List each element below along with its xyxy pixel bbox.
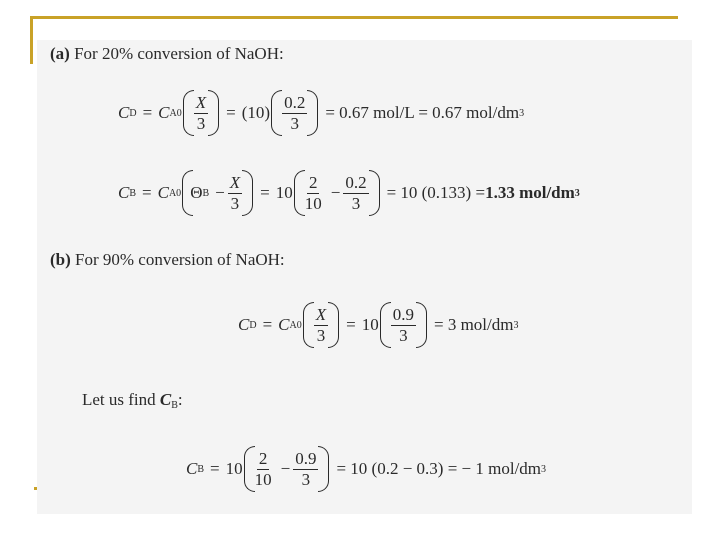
eq-sup: 3 xyxy=(541,463,547,475)
eq-sub: B xyxy=(129,187,137,199)
eq-equals: = xyxy=(142,103,153,122)
frac-num: X xyxy=(315,304,327,324)
eq-equals: = xyxy=(260,183,270,202)
eq-equals: = xyxy=(262,315,273,334)
paren-left xyxy=(243,446,252,492)
frac-den: 3 xyxy=(301,469,311,489)
eq-sup: 3 xyxy=(574,187,580,199)
frac-den: 10 xyxy=(254,469,272,489)
paren-left xyxy=(379,302,388,348)
eq-coefficient: (10) xyxy=(241,103,271,122)
eq-minus: − xyxy=(330,183,341,202)
part-b-heading-text: For 90% conversion of NaOH: xyxy=(75,250,285,269)
eq-var: C xyxy=(159,390,172,409)
eq-var: C xyxy=(118,103,130,122)
fraction xyxy=(343,174,368,213)
part-b-heading xyxy=(50,250,285,270)
eq-var: C xyxy=(186,459,198,478)
frac-den: 3 xyxy=(290,113,299,133)
eq-sub: D xyxy=(129,107,137,119)
let-us-find-line xyxy=(82,390,183,411)
eq-sub: D xyxy=(249,319,257,331)
paren-left xyxy=(182,90,191,136)
paren-right xyxy=(331,302,340,348)
frac-num: X xyxy=(195,92,207,112)
fraction xyxy=(282,94,307,133)
eq-coefficient: 10 xyxy=(225,459,243,478)
eq-coefficient: 10 xyxy=(361,315,379,334)
frac-den: 3 xyxy=(399,325,408,345)
frac-den: 3 xyxy=(316,325,326,345)
eq-result: = 10 (0.2 − 0.3) = − 1 mol/dm xyxy=(336,459,542,478)
eq-sub: A0 xyxy=(169,107,182,119)
paren-right xyxy=(372,170,381,216)
part-a-heading xyxy=(50,44,284,64)
eq-equals: = xyxy=(226,103,236,122)
frac-num: 2 xyxy=(258,448,268,468)
find-text: Let us find xyxy=(82,390,160,409)
slide-frame-left-border xyxy=(30,16,33,64)
fraction xyxy=(391,306,416,345)
slide-bullet-dot xyxy=(34,487,37,490)
eq-equals: = xyxy=(210,459,220,478)
part-b-label: (b) xyxy=(50,250,71,269)
frac-num: 0.2 xyxy=(345,172,367,192)
paren-left xyxy=(181,170,190,216)
frac-num: 0.2 xyxy=(284,92,306,112)
frac-num: 0.9 xyxy=(392,304,414,324)
eq-result: = 3 mol/dm xyxy=(433,315,514,334)
paren-right xyxy=(419,302,428,348)
fraction xyxy=(228,174,242,213)
part-a-equation-cd xyxy=(118,90,524,136)
eq-sub: A0 xyxy=(168,187,182,199)
eq-var: C xyxy=(278,315,290,334)
fraction xyxy=(255,450,272,489)
paren-left xyxy=(270,90,279,136)
fraction xyxy=(314,306,328,345)
eq-result: = 0.67 mol/L = 0.67 mol/dm xyxy=(325,103,520,122)
eq-minus: − xyxy=(280,459,291,478)
eq-equals: = xyxy=(142,183,152,202)
eq-result: = 10 (0.133) = xyxy=(386,183,486,202)
eq-sup: 3 xyxy=(519,107,525,119)
frac-num: 2 xyxy=(308,172,318,192)
eq-sub: A0 xyxy=(289,319,302,331)
eq-theta: Θ xyxy=(190,183,203,202)
part-a-heading-text: For 20% conversion of NaOH: xyxy=(74,44,284,63)
paren-left xyxy=(293,170,302,216)
eq-minus: − xyxy=(215,183,225,202)
frac-den: 10 xyxy=(304,193,322,213)
part-b-equation-cb xyxy=(186,446,546,492)
slide-frame-top-border xyxy=(30,16,678,19)
eq-result-bold: 1.33 mol/dm xyxy=(485,183,575,202)
find-colon: : xyxy=(177,390,183,409)
eq-sub: B xyxy=(171,400,178,411)
part-b-equation-cd xyxy=(238,302,518,348)
paren-right xyxy=(321,446,330,492)
paren-right xyxy=(245,170,254,216)
paren-left xyxy=(302,302,311,348)
eq-coefficient: 10 xyxy=(275,183,293,202)
frac-num: 0.9 xyxy=(295,448,317,468)
eq-equals: = xyxy=(346,315,356,334)
part-a-equation-cb xyxy=(118,170,580,216)
frac-den: 3 xyxy=(196,113,206,133)
part-a-label: (a) xyxy=(50,44,70,63)
paren-right xyxy=(211,90,220,136)
fraction xyxy=(305,174,322,213)
fraction xyxy=(194,94,208,133)
frac-den: 3 xyxy=(230,193,240,213)
paren-right xyxy=(310,90,319,136)
eq-var: C xyxy=(158,103,170,122)
frac-den: 3 xyxy=(351,193,361,213)
eq-var: C xyxy=(118,183,130,202)
fraction xyxy=(293,450,318,489)
eq-sub: B xyxy=(202,187,210,199)
eq-var: C xyxy=(238,315,250,334)
frac-num: X xyxy=(229,172,241,192)
eq-var: C xyxy=(157,183,169,202)
eq-sub: B xyxy=(197,463,205,475)
eq-sup: 3 xyxy=(513,319,519,331)
